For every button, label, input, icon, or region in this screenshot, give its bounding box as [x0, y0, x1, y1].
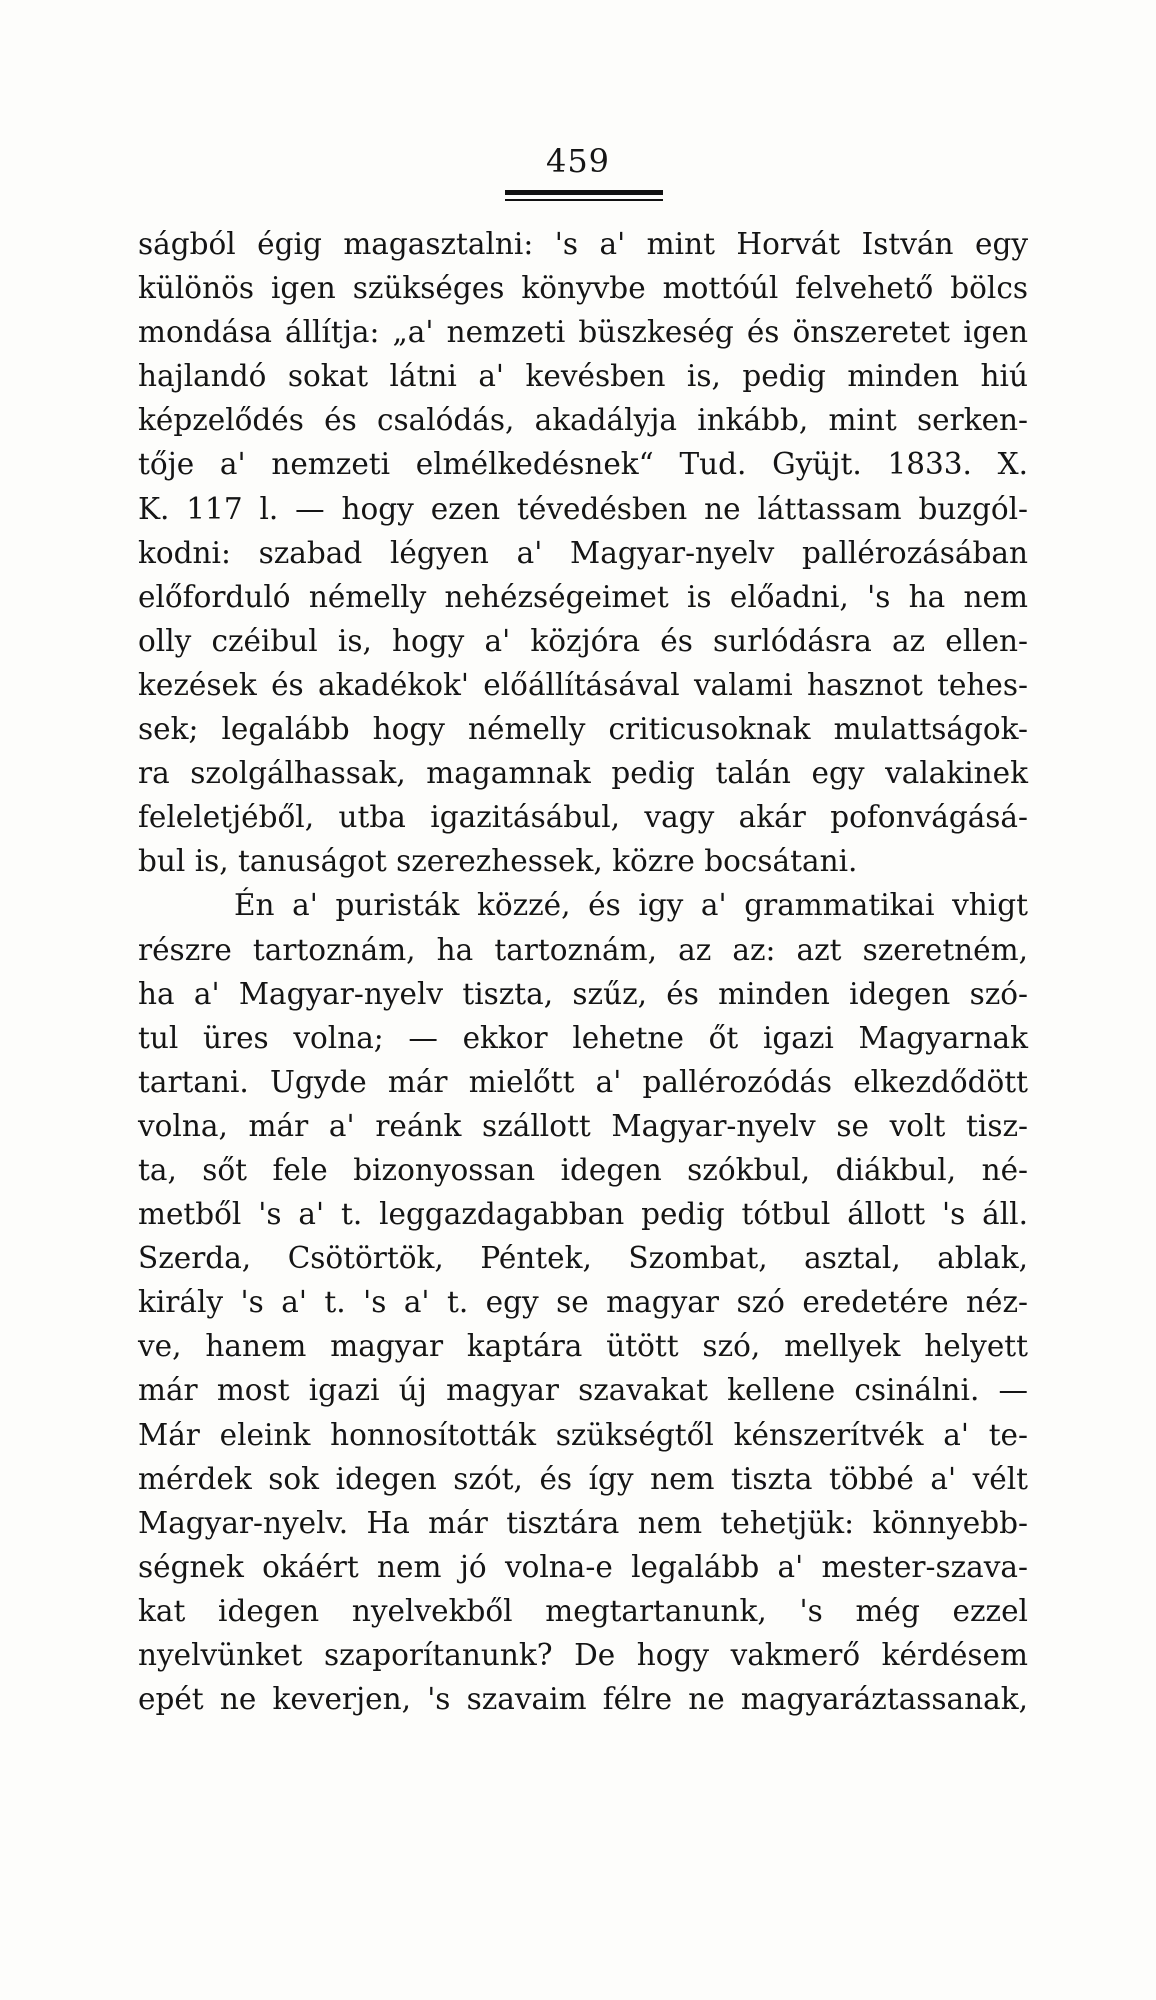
text-line: különös igen szükséges könyvbe mottóúl felvehető bölcs	[138, 271, 1028, 306]
text-line: Szerda, Csötörtök, Péntek, Szombat, asztal, ablak,	[138, 1241, 1028, 1276]
text-line: K. 117 l. — hogy ezen tévedésben ne láttassam buzgól-	[138, 491, 1028, 526]
text-line: sek; legalább hogy némelly criticusoknak mulattságok-	[138, 712, 1028, 747]
text-line: részre tartoznám, ha tartoznám, az az: azt szeretném,	[138, 932, 1028, 967]
text-line: kodni: szabad légyen a' Magyar-nyelv pallérozásában	[138, 535, 1028, 570]
page-number: 459	[545, 142, 611, 180]
text-line: már most igazi új magyar szavakat kellene csinálni. —	[138, 1373, 1028, 1408]
text-line: ve, hanem magyar kaptára ütött szó, mellyek helyett	[138, 1329, 1028, 1364]
body-text	[138, 222, 1028, 1721]
text-line: volna, már a' reánk szállott Magyar-nyelv se volt tisz-	[138, 1108, 1028, 1143]
text-line: ta, sőt fele bizonyossan idegen szókbul, diákbul, né-	[138, 1152, 1028, 1187]
text-line: tője a' nemzeti elmélkedésnek“ Tud. Gyüjt. 1833. X.	[138, 447, 1028, 482]
text-line: képzelődés és csalódás, akadályja inkább, mint serken-	[138, 403, 1028, 438]
text-line: tartani. Ugyde már mielőtt a' pallérozódás elkezdődött	[138, 1064, 1028, 1099]
text-line: olly czéibul is, hogy a' közjóra és surlódásra az ellen-	[138, 623, 1028, 658]
header-rule-thick	[505, 190, 663, 195]
text-line: előforduló némelly nehézségeimet is előadni, 's ha nem	[138, 579, 1028, 614]
text-line: metből 's a' t. leggazdagabban pedig tótbul állott 's áll.	[138, 1197, 1028, 1232]
text-line: Már eleink honnosították szükségtől kénszerítvék a' te-	[138, 1417, 1028, 1452]
text-line: ha a' Magyar-nyelv tiszta, szűz, és minden idegen szó-	[138, 976, 1028, 1011]
paragraph-end-line: bul is, tanuságot szerezhessek, közre bocsátani.	[138, 844, 858, 879]
paragraph-start-line: Én a' puristák közzé, és igy a' grammatikai vhigt	[234, 888, 1028, 923]
text-line: ra szolgálhassak, magamnak pedig talán egy valakinek	[138, 756, 1028, 791]
text-line: kezések és akadékok' előállításával valami hasznot tehes-	[138, 667, 1028, 702]
text-line: nyelvünket szaporítanunk? De hogy vakmerő kérdésem	[138, 1638, 1028, 1672]
text-line: hajlandó sokat látni a' kevésben is, pedig minden hiú	[138, 359, 1028, 394]
text-line: mondása állítja: „a' nemzeti büszkeség és önszeretet igen	[138, 315, 1028, 350]
text-line: ségnek okáért nem jó volna-e legalább a' mester-szava-	[138, 1549, 1028, 1584]
text-line: kat idegen nyelvekből megtartanunk, 's még ezzel	[138, 1593, 1028, 1628]
text-line: király 's a' t. 's a' t. egy se magyar szó eredetére néz-	[138, 1285, 1028, 1320]
text-line: mérdek sok idegen szót, és így nem tiszta többé a' vélt	[138, 1461, 1028, 1496]
text-line: tul üres volna; — ekkor lehetne őt igazi Magyarnak	[138, 1020, 1028, 1055]
text-line: epét ne keverjen, 's szavaim félre ne magyaráztassanak,	[138, 1682, 1028, 1717]
text-line: ságból égig magasztalni: 's a' mint Horvát István egy	[138, 227, 1028, 261]
header-rule-thin	[505, 199, 663, 201]
text-line: Magyar-nyelv. Ha már tisztára nem tehetjük: könnyebb-	[138, 1505, 1028, 1540]
text-line: feleletjéből, utba igazitásábul, vagy akár pofonvágásá-	[138, 800, 1028, 835]
